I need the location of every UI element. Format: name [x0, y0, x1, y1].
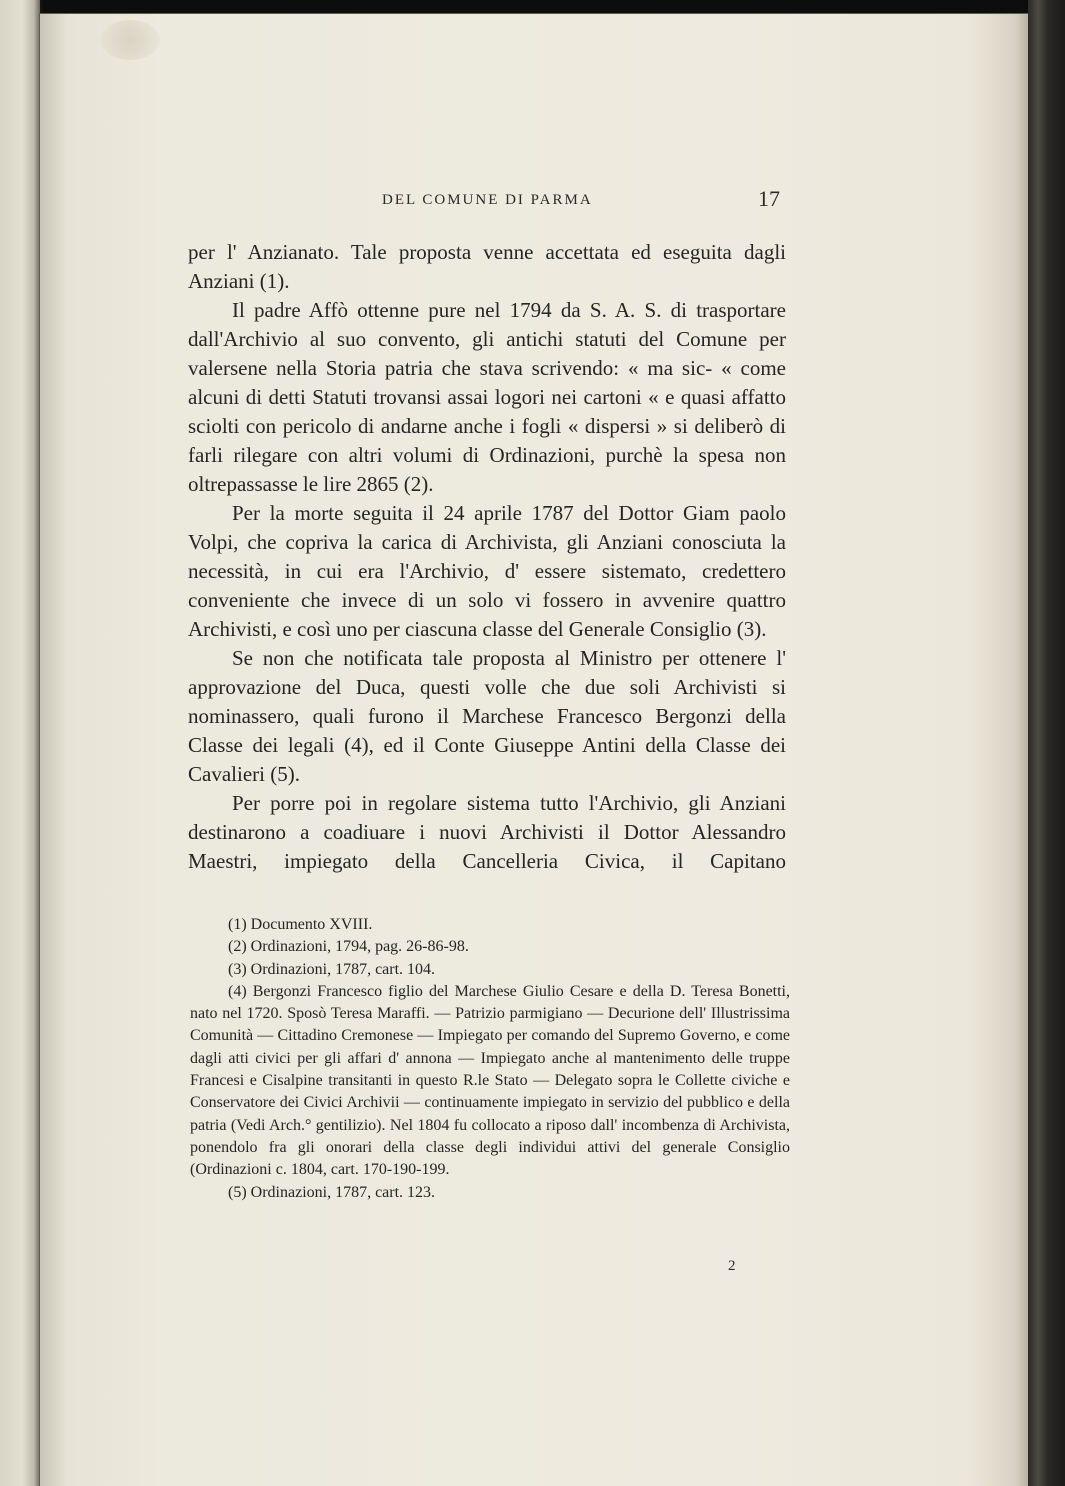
signature-mark: 2: [728, 1258, 736, 1274]
running-head: DEL COMUNE DI PARMA: [382, 192, 593, 208]
paragraph: Per porre poi in regolare sistema tutto l'Archivio, gli Anziani destinarono a coadiuare i nuovi Archivisti il Dottor Alessandro Maestri, impiegato della Cancelleria Civica, il Capitano: [188, 791, 786, 873]
footnote: (1) Documento XVIII.: [228, 916, 373, 933]
page-right-edge: [1028, 0, 1065, 1486]
page-header: [190, 186, 780, 216]
footnote: (3) Ordinazioni, 1787, cart. 104.: [228, 960, 436, 978]
paragraph: Per la morte seguita il 24 aprile 1787 del Dottor Giam paolo Volpi, che copriva la carica di Archivista, gli Anziani conosciuta la necessità, in cui era l'Archivio, d' essere sistemato, credettero conveniente che invece di un solo vi fossero in avvenire quattro Archivisti, e così uno per ciascuna classe del Generale Consiglio (3).: [188, 501, 786, 641]
paragraph: Se non che notificata tale proposta al Ministro per ottenere l' approvazione del Duca, questi volle che due soli Archivisti si nominassero, quali furono il Marchese Francesco Bergonzi della Classe dei legali (4), ed il Conte Giuseppe Antini della Classe dei Cavalieri (5).: [188, 646, 786, 786]
footnote: (2) Ordinazioni, 1794, pag. 26-86-98.: [228, 938, 469, 956]
footnotes: [190, 914, 790, 1204]
footnote: (4) Bergonzi Francesco figlio del Marchese Giulio Cesare e della D. Teresa Bonetti, nato nel 1720. Sposò Teresa Maraffi. — Patrizio parmigiano — Decurione dell' Illustrissima Comunità — Cittadino Cremonese — Impiegato per comando del Supremo Governo, e come dagli atti civici per gli affari d' annona — Impiegato anche al mantenimento delle truppe Francesi e Cisalpine transitanti in questo R.le Stato — Delegato sopra le Collette civiche e Conservatore dei Civici Archivii — continuamente impiegato in servizio del pubblico e della patria (Vedi Arch.° gentilizio). Nel 1804 fu collocato a riposo dall' incombenza di Archivista, ponendolo fra gli onorari della classe degli individui attivi del generale Consiglio (Ordinazioni c. 1804, cart. 170-190-199.: [190, 982, 790, 1179]
page-number: 17: [758, 186, 780, 211]
facing-page-edge: [0, 0, 40, 1486]
body-text: [188, 238, 786, 876]
paragraph: Il padre Affò ottenne pure nel 1794 da S. A. S. di trasportare dall'Archivio al suo convento, gli antichi statuti del Comune per valersene nella Storia patria che stava scrivendo: « ma sic- « come alcuni di detti Statuti trovansi assai logori nei cartoni « e quasi affatto sciolti con pericolo di andarne anche i fogli « dispersi » si deliberò di farli rilegare con altri volumi di Ordinazioni, purchè la spesa non oltrepassasse le lire 2865 (2).: [188, 298, 786, 496]
paragraph: per l' Anzianato. Tale proposta venne accettata ed eseguita dagli Anziani (1).: [188, 240, 786, 293]
footnote: (5) Ordinazioni, 1787, cart. 123.: [228, 1183, 436, 1201]
paper-stain: [100, 20, 160, 60]
